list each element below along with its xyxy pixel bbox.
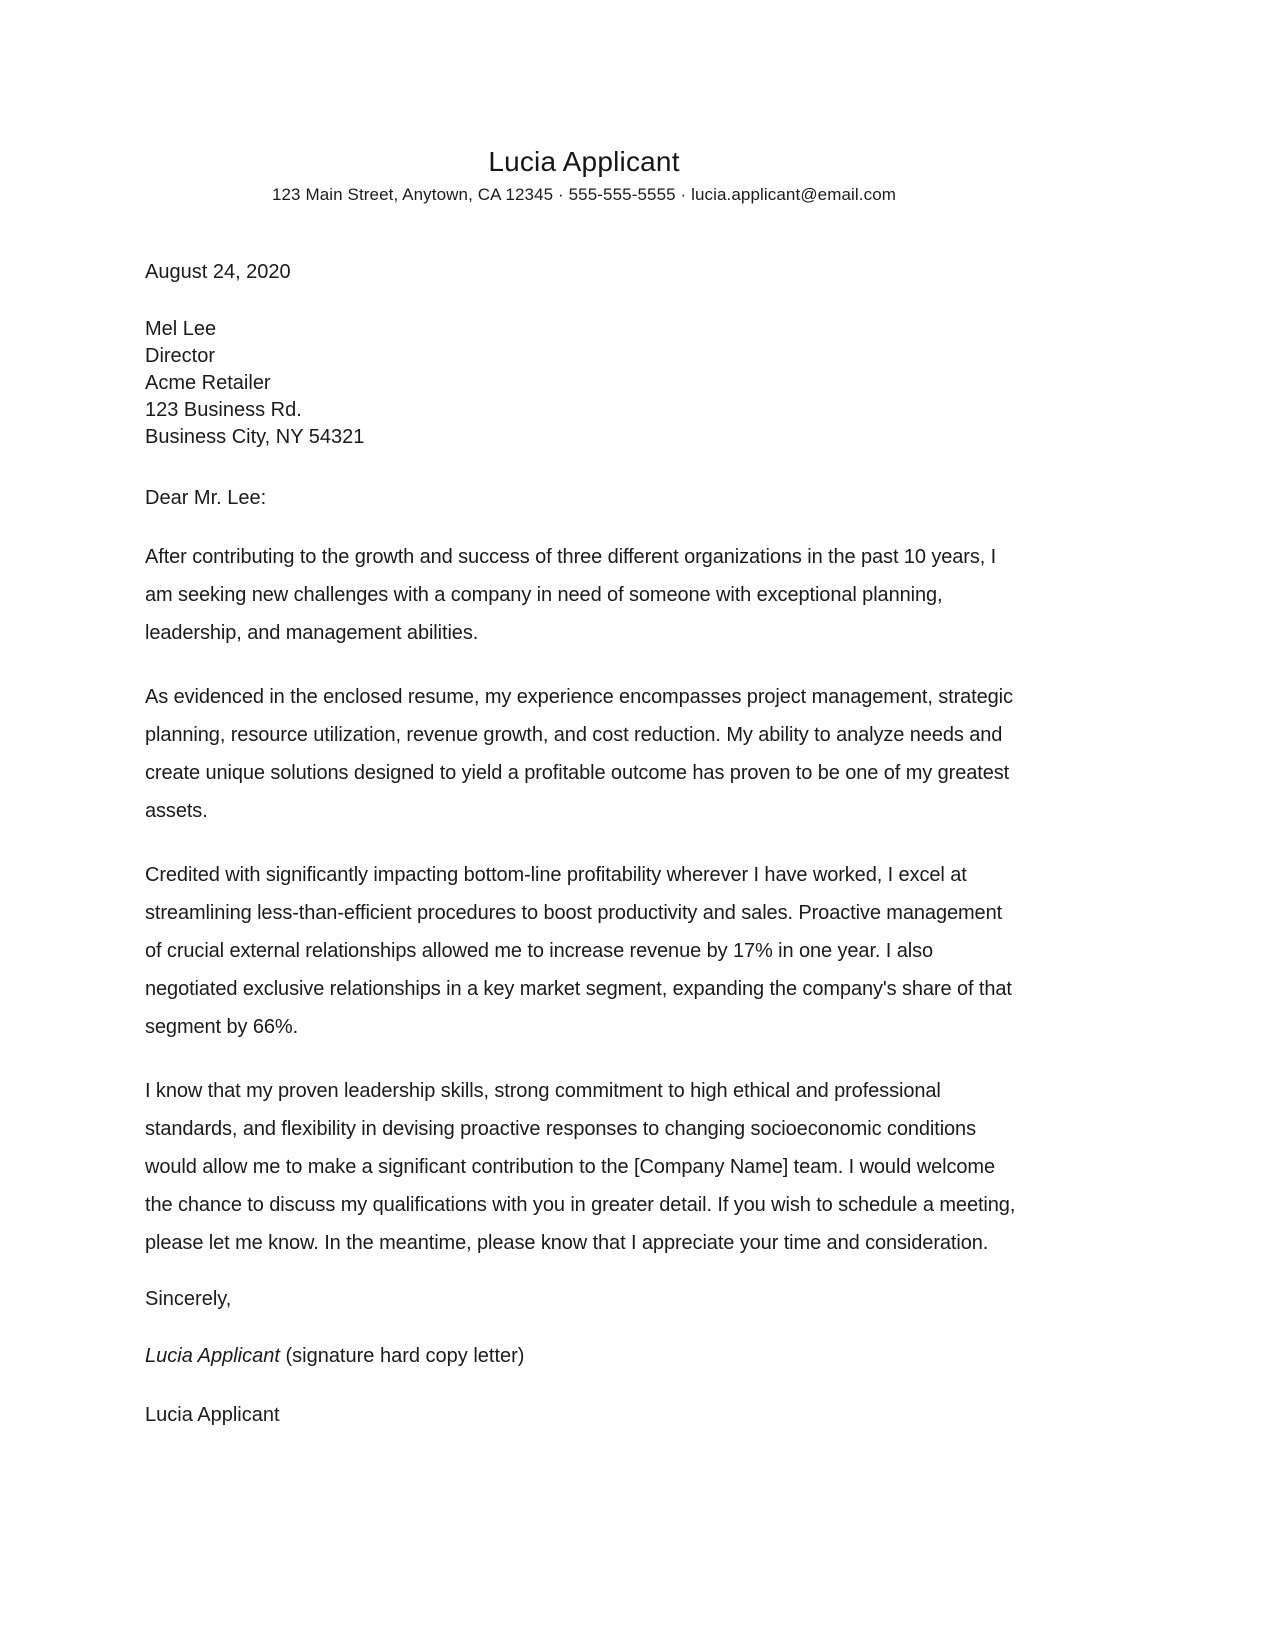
body-paragraph-2: As evidenced in the enclosed resume, my experience encompasses project management, strategic planning, resource utilization, revenue growth, and cost reduction. My ability to analyze needs and create unique solutions designed to yield a profitable outcome has proven to be one of my greatest assets. [145, 686, 1013, 822]
signature-name-italic: Lucia Applicant [145, 1345, 280, 1367]
applicant-contact-line: 123 Main Street, Anytown, CA 12345 · 555-555-5555 · lucia.applicant@email.com [271, 185, 897, 204]
recipient-title: Director [145, 345, 216, 367]
body-paragraph-3: Credited with significantly impacting bottom-line profitability wherever I have worked, I excel at streamlining less-than-efficient procedures to boost productivity and sales. Proactive management of crucial external relationships allowed me to increase revenue by 17% in one year. I also negotiated exclusive relationships in a key market segment, expanding the company's share of that segment by 66%. [145, 864, 1012, 1038]
signature-line [145, 1345, 1023, 1368]
letter-content [145, 146, 1023, 1427]
signature-note: (signature hard copy letter) [279, 1345, 525, 1367]
recipient-street: 123 Business Rd. [145, 399, 302, 421]
body-paragraph-4: I know that my proven leadership skills, strong commitment to high ethical and professional standards, and flexibility in devising proactive responses to changing socioeconomic conditions would allow me to make a significant contribution to the [Company Name] team. I would welcome the chance to discuss my qualifications with you in greater detail. If you wish to schedule a meeting, please let me know. In the meantime, please know that I appreciate your time and consideration. [145, 1080, 1016, 1254]
letter-date: August 24, 2020 [145, 261, 291, 283]
recipient-city-state-zip: Business City, NY 54321 [145, 426, 365, 448]
recipient-company: Acme Retailer [145, 372, 271, 394]
letter-header [145, 146, 1023, 205]
recipient-address-block [145, 316, 1023, 451]
closing-salutation: Sincerely, [145, 1288, 232, 1310]
salutation: Dear Mr. Lee: [145, 487, 267, 509]
recipient-name: Mel Lee [145, 318, 217, 340]
applicant-name-heading: Lucia Applicant [488, 146, 680, 177]
typed-name: Lucia Applicant [145, 1404, 280, 1426]
body-paragraph-1: After contributing to the growth and success of three different organizations in the past 10 years, I am seeking new challenges with a company in need of someone with exceptional planning, leadership, and management abilities. [145, 546, 997, 644]
